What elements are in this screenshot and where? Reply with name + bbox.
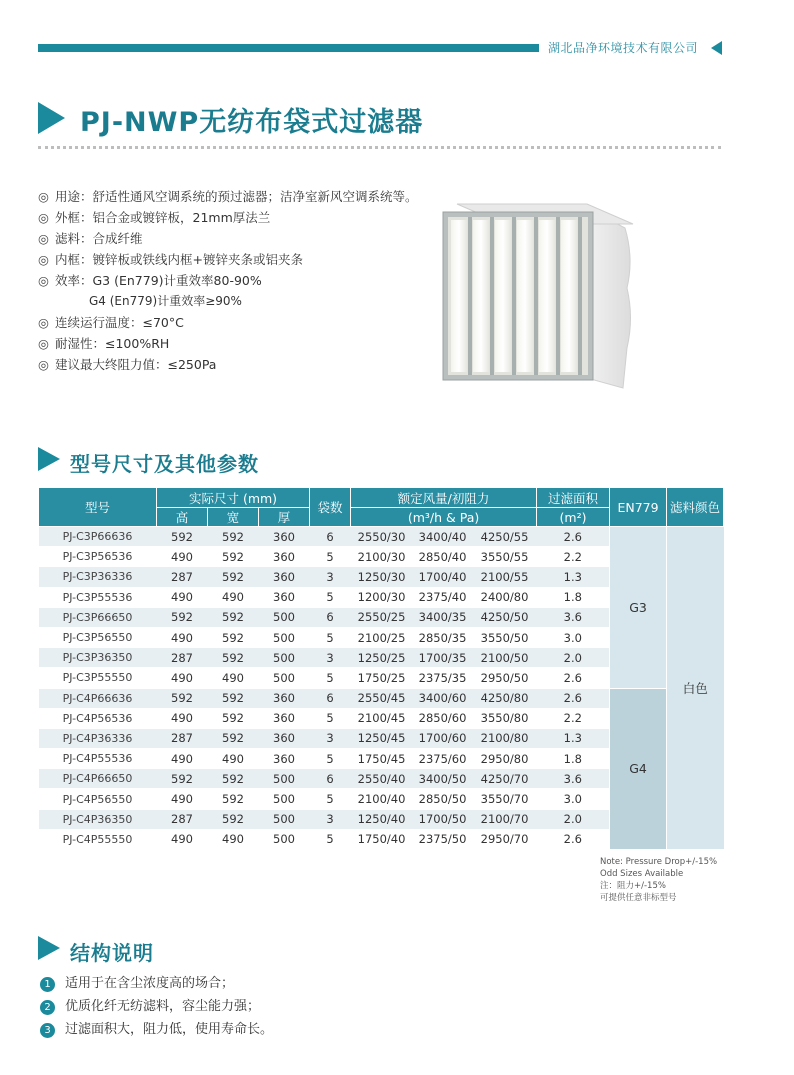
table-cell: 2850/60	[413, 708, 473, 728]
table-cell: 592	[208, 527, 259, 547]
table-cell: 287	[157, 648, 208, 668]
table-cell: 592	[208, 708, 259, 728]
table-cell: 592	[208, 607, 259, 627]
table-cell: 4250/50	[473, 607, 537, 627]
table-cell: 3	[310, 567, 351, 587]
col-header-area: 过滤面积	[537, 488, 610, 508]
table-cell: PJ-C4P55550	[39, 829, 157, 849]
table-cell: 2550/45	[351, 688, 413, 708]
table-cell: 360	[259, 749, 310, 769]
table-cell: 6	[310, 688, 351, 708]
feature-item-g4: G4 (En779)计重效率≥90%	[89, 294, 242, 308]
number-badge-icon: 1	[40, 977, 55, 992]
table-cell: 2550/30	[351, 527, 413, 547]
table-cell: 3.0	[537, 789, 610, 809]
table-cell: 6	[310, 607, 351, 627]
table-cell: 1750/25	[351, 668, 413, 688]
table-cell: 3550/55	[473, 547, 537, 567]
table-cell: 5	[310, 749, 351, 769]
table-cell: 2375/40	[413, 587, 473, 607]
table-cell: 490	[157, 547, 208, 567]
table-cell: 2950/80	[473, 749, 537, 769]
table-cell: 3	[310, 648, 351, 668]
table-cell: 3550/80	[473, 708, 537, 728]
table-cell: 287	[157, 809, 208, 829]
table-cell: 2100/80	[473, 728, 537, 748]
circle-bullet-icon: ◎	[38, 357, 49, 372]
note-line: Odd Sizes Available	[600, 869, 684, 879]
feature-item: ◎ 效率：G3 (En779)计重效率80-90%	[38, 270, 438, 291]
table-cell: 2550/25	[351, 607, 413, 627]
table-row	[39, 688, 724, 708]
col-header-color: 滤料颜色	[667, 488, 724, 527]
table-row	[39, 527, 724, 547]
table-cell: PJ-C3P66650	[39, 607, 157, 627]
table-cell: 1750/40	[351, 829, 413, 849]
number-badge-icon: 2	[40, 1000, 55, 1015]
table-cell: 500	[259, 809, 310, 829]
table-cell: 5	[310, 668, 351, 688]
table-cell: 3400/50	[413, 769, 473, 789]
note-line: 可提供任意非标型号	[600, 893, 677, 903]
table-cell: 592	[208, 728, 259, 748]
table-cell: 5	[310, 547, 351, 567]
structure-list	[40, 972, 273, 1041]
col-header-airflow: 额定风量/初阻力	[351, 488, 537, 508]
col-header-size: 实际尺寸 (mm)	[157, 488, 310, 508]
media-color-cell: 白色	[667, 527, 724, 850]
table-cell: PJ-C4P56536	[39, 708, 157, 728]
table-cell: 500	[259, 769, 310, 789]
table-cell: 2550/40	[351, 769, 413, 789]
col-header-en779: EN779	[610, 488, 667, 527]
feature-item: ◎ 耐湿性：≤100%RH	[38, 333, 438, 354]
table-cell: 3550/50	[473, 627, 537, 647]
table-cell: 3400/60	[413, 688, 473, 708]
grade-g3-cell: G3	[610, 527, 667, 689]
table-cell: 2850/50	[413, 789, 473, 809]
table-cell: PJ-C3P36336	[39, 567, 157, 587]
table-cell: 490	[208, 829, 259, 849]
table-cell: 2100/40	[351, 789, 413, 809]
table-cell: 2375/50	[413, 829, 473, 849]
table-cell: 3.6	[537, 769, 610, 789]
circle-bullet-icon: ◎	[38, 315, 49, 330]
col-header-height: 高	[157, 508, 208, 527]
table-cell: 490	[208, 587, 259, 607]
table-cell: 1700/35	[413, 648, 473, 668]
structure-item: 3 过滤面积大，阻力低，使用寿命长。	[40, 1018, 273, 1041]
table-cell: 4250/55	[473, 527, 537, 547]
circle-bullet-icon: ◎	[38, 336, 49, 351]
table-cell: 287	[157, 567, 208, 587]
table-cell: 592	[208, 809, 259, 829]
feature-item: ◎ 用途：舒适性通风空调系统的预过滤器；洁净室新风空调系统等。	[38, 186, 438, 207]
table-cell: 490	[208, 749, 259, 769]
col-header-width: 宽	[208, 508, 259, 527]
col-header-model: 型号	[39, 488, 157, 527]
table-cell: 2.0	[537, 809, 610, 829]
table-cell: 3.0	[537, 627, 610, 647]
table-cell: 360	[259, 587, 310, 607]
table-cell: 490	[157, 749, 208, 769]
table-cell: PJ-C4P56550	[39, 789, 157, 809]
table-cell: PJ-C3P55550	[39, 668, 157, 688]
section-title-structure: 结构说明	[70, 941, 154, 965]
circle-bullet-icon: ◎	[38, 231, 49, 246]
table-cell: 2.0	[537, 648, 610, 668]
table-cell: PJ-C4P36336	[39, 728, 157, 748]
table-cell: 360	[259, 708, 310, 728]
table-cell: 592	[208, 547, 259, 567]
table-cell: 1.3	[537, 728, 610, 748]
table-cell: 592	[208, 769, 259, 789]
table-cell: 360	[259, 688, 310, 708]
table-cell: 6	[310, 769, 351, 789]
structure-item: 1 适用于在含尘浓度高的场合；	[40, 972, 273, 995]
table-cell: 500	[259, 668, 310, 688]
table-cell: 592	[208, 627, 259, 647]
table-cell: 490	[157, 587, 208, 607]
table-cell: 490	[157, 668, 208, 688]
table-cell: 360	[259, 567, 310, 587]
table-cell: 490	[208, 668, 259, 688]
table-cell: 2100/55	[473, 567, 537, 587]
circle-bullet-icon: ◎	[38, 210, 49, 225]
table-cell: 2100/25	[351, 627, 413, 647]
number-badge-icon: 3	[40, 1023, 55, 1038]
table-cell: 1.8	[537, 749, 610, 769]
table-cell: 490	[157, 708, 208, 728]
page-title: PJ-NWP无纺布袋式过滤器	[80, 107, 424, 138]
table-cell: 490	[157, 627, 208, 647]
table-cell: 1700/40	[413, 567, 473, 587]
table-cell: 2375/60	[413, 749, 473, 769]
table-cell: 2400/80	[473, 587, 537, 607]
triangle-right-icon	[38, 102, 65, 134]
grade-g4-cell: G4	[610, 688, 667, 850]
table-cell: 2100/45	[351, 708, 413, 728]
table-cell: 500	[259, 789, 310, 809]
table-cell: PJ-C4P66650	[39, 769, 157, 789]
table-cell: 5	[310, 829, 351, 849]
circle-bullet-icon: ◎	[38, 189, 49, 204]
table-cell: 2850/35	[413, 627, 473, 647]
table-cell: 500	[259, 607, 310, 627]
table-cell: 1250/40	[351, 809, 413, 829]
feature-list	[38, 186, 438, 375]
table-cell: PJ-C3P36350	[39, 648, 157, 668]
table-cell: 3400/35	[413, 607, 473, 627]
table-cell: 2.2	[537, 547, 610, 567]
table-cell: 2.2	[537, 708, 610, 728]
table-cell: 2.6	[537, 668, 610, 688]
table-cell: 360	[259, 728, 310, 748]
circle-bullet-icon: ◎	[38, 252, 49, 267]
circle-bullet-icon: ◎	[38, 273, 49, 288]
table-cell: 490	[157, 829, 208, 849]
note-line: 注：阻力+/-15%	[600, 881, 666, 891]
table-cell: PJ-C3P56550	[39, 627, 157, 647]
table-cell: 1.3	[537, 567, 610, 587]
table-cell: 2.6	[537, 527, 610, 547]
table-cell: 592	[208, 789, 259, 809]
table-cell: 1700/50	[413, 809, 473, 829]
col-header-airflow-unit: (m³/h & Pa)	[351, 508, 537, 527]
table-cell: PJ-C4P55536	[39, 749, 157, 769]
table-cell: 5	[310, 627, 351, 647]
table-cell: 490	[157, 789, 208, 809]
table-cell: 592	[157, 527, 208, 547]
table-cell: 5	[310, 789, 351, 809]
table-cell: 1200/30	[351, 587, 413, 607]
table-cell: 592	[208, 688, 259, 708]
table-cell: 1250/30	[351, 567, 413, 587]
table-cell: 2950/50	[473, 668, 537, 688]
table-cell: 3550/70	[473, 789, 537, 809]
table-cell: 3400/40	[413, 527, 473, 547]
table-cell: 2100/50	[473, 648, 537, 668]
table-cell: 2.6	[537, 829, 610, 849]
feature-item: ◎ 滤料：合成纤维	[38, 228, 438, 249]
table-cell: 592	[208, 648, 259, 668]
table-cell: 592	[157, 769, 208, 789]
table-cell: PJ-C4P36350	[39, 809, 157, 829]
table-cell: 2850/40	[413, 547, 473, 567]
bag-filter-image	[437, 198, 634, 393]
company-name: 湖北品净环境技术有限公司	[548, 41, 699, 55]
table-cell: 5	[310, 708, 351, 728]
table-cell: 592	[208, 567, 259, 587]
table-cell: 500	[259, 627, 310, 647]
col-header-bags: 袋数	[310, 488, 351, 527]
col-header-depth: 厚	[259, 508, 310, 527]
feature-item: ◎ 内框：镀锌板或铁线内框+镀锌夹条或铝夹条	[38, 249, 438, 270]
table-cell: 4250/80	[473, 688, 537, 708]
triangle-right-icon	[38, 447, 60, 471]
table-cell: 6	[310, 527, 351, 547]
table-notes	[600, 856, 717, 904]
note-line: Note: Pressure Drop+/-15%	[600, 857, 718, 867]
table-cell: 592	[157, 607, 208, 627]
table-cell: PJ-C3P56536	[39, 547, 157, 567]
triangle-right-icon	[38, 936, 60, 960]
table-cell: 2100/70	[473, 809, 537, 829]
col-header-area-unit: (m²)	[537, 508, 610, 527]
table-cell: 5	[310, 587, 351, 607]
spec-table	[38, 487, 724, 850]
table-cell: 2100/30	[351, 547, 413, 567]
table-cell: 4250/70	[473, 769, 537, 789]
dotted-divider	[38, 146, 721, 149]
structure-item: 2 优质化纤无纺滤料，容尘能力强；	[40, 995, 273, 1018]
table-cell: 3	[310, 728, 351, 748]
table-cell: PJ-C4P66636	[39, 688, 157, 708]
table-cell: 1750/45	[351, 749, 413, 769]
table-cell: 287	[157, 728, 208, 748]
table-cell: 3.6	[537, 607, 610, 627]
feature-item: ◎ 建议最大终阻力值：≤250Pa	[38, 354, 438, 375]
table-cell: 500	[259, 648, 310, 668]
section-title-params: 型号尺寸及其他参数	[70, 452, 259, 476]
table-cell: 360	[259, 547, 310, 567]
feature-item: ◎ 连续运行温度：≤70°C	[38, 312, 438, 333]
table-cell: 2950/70	[473, 829, 537, 849]
table-cell: 2.6	[537, 688, 610, 708]
table-cell: 500	[259, 829, 310, 849]
table-cell: 1.8	[537, 587, 610, 607]
table-cell: 1700/60	[413, 728, 473, 748]
table-cell: 592	[157, 688, 208, 708]
table-cell: PJ-C3P66636	[39, 527, 157, 547]
table-cell: 3	[310, 809, 351, 829]
table-cell: 2375/35	[413, 668, 473, 688]
table-cell: 1250/25	[351, 648, 413, 668]
feature-item: ◎ 外框：铝合金或镀锌板，21mm厚法兰	[38, 207, 438, 228]
header-bar	[38, 44, 539, 52]
table-cell: 1250/45	[351, 728, 413, 748]
table-cell: 360	[259, 527, 310, 547]
table-cell: PJ-C3P55536	[39, 587, 157, 607]
triangle-left-icon	[711, 41, 722, 55]
